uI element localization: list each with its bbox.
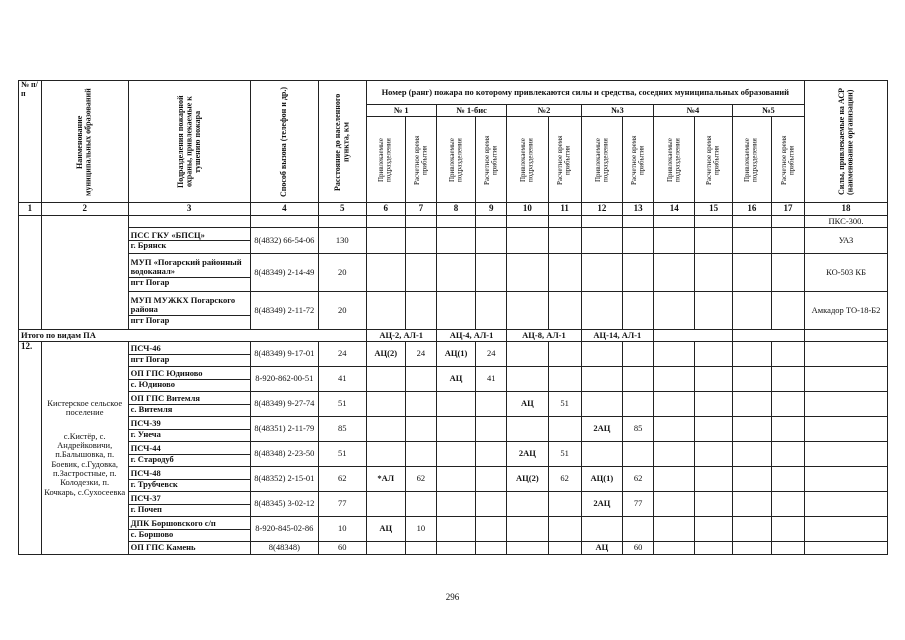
rank1-time	[405, 417, 436, 442]
sub-units: Привлекаемые подразделения	[507, 117, 548, 203]
rank3-unit: 2АЦ	[581, 492, 622, 517]
rank1bis-time	[476, 417, 507, 442]
phone-cell: 8(48348)	[250, 542, 318, 555]
unit-cell: ПСЧ-46 пгт Погар	[128, 342, 250, 367]
phone-cell: 8(48348) 2-23-50	[250, 442, 318, 467]
col-number: 15	[695, 203, 732, 216]
table-row	[19, 292, 888, 330]
rank1-time	[405, 392, 436, 417]
rank1-unit: АЦ(2)	[366, 342, 405, 367]
rank3-unit	[581, 442, 622, 467]
rank1-unit: АЦ	[366, 517, 405, 542]
unit-cell: МУП «Погарский районный водоканал» пгт Погар	[128, 254, 250, 292]
col-number: 1	[19, 203, 42, 216]
phone-cell: 8-920-862-00-51	[250, 367, 318, 392]
rank1-time: 10	[405, 517, 436, 542]
section-number: 12.	[19, 342, 42, 555]
rank3-unit: АЦ(1)	[581, 467, 622, 492]
unit-cell: ОП ГПС Камень	[128, 542, 250, 555]
phone-cell: 8(48349) 9-17-01	[250, 342, 318, 367]
empty-cell	[128, 216, 250, 228]
rank1-time: 24	[405, 342, 436, 367]
rank2-time	[548, 417, 581, 442]
sub-time: Расчетное время прибытия	[623, 117, 654, 203]
table-row	[19, 417, 888, 442]
rank1-unit: *АЛ	[366, 467, 405, 492]
rank3-time: 62	[623, 467, 654, 492]
sub-units: Привлекаемые подразделения	[581, 117, 622, 203]
distance-cell: 60	[318, 542, 366, 555]
sub-time: Расчетное время прибытия	[771, 117, 804, 203]
rank1bis-unit: АЦ	[436, 367, 475, 392]
rank1bis-unit	[436, 417, 475, 442]
distance-cell: 41	[318, 367, 366, 392]
rank1bis-time	[476, 542, 507, 555]
totals-rank2: АЦ-8, АЛ-1	[507, 330, 581, 342]
fire-forces-table	[18, 80, 888, 555]
col-number: 14	[654, 203, 695, 216]
rank1bis-time: 41	[476, 367, 507, 392]
phone-cell: 8(48352) 2-15-01	[250, 467, 318, 492]
sub-time: Расчетное время прибытия	[695, 117, 732, 203]
col-number: 8	[436, 203, 475, 216]
col-number: 13	[623, 203, 654, 216]
municipality-name: Кистерское сельское поселение	[47, 397, 123, 418]
rank2-time	[548, 517, 581, 542]
rank1bis-unit	[436, 442, 475, 467]
rank2-time: 62	[548, 467, 581, 492]
table-row	[19, 517, 888, 542]
table-row	[19, 216, 888, 228]
rank3-time	[623, 517, 654, 542]
header-dist: Расстояние до населенного пункта, км	[318, 81, 366, 203]
col-number: 9	[476, 203, 507, 216]
sub-units: Привлекаемые подразделения	[732, 117, 771, 203]
header-rank3: №3	[581, 105, 653, 117]
table-row	[19, 442, 888, 467]
distance-cell: 85	[318, 417, 366, 442]
rank1-time	[405, 492, 436, 517]
unit-cell: ПСЧ-48 г. Трубчевск	[128, 467, 250, 492]
table-row	[19, 467, 888, 492]
rank1bis-time	[476, 492, 507, 517]
rank3-unit: АЦ	[581, 542, 622, 555]
rank1bis-unit	[436, 467, 475, 492]
empty-cell	[19, 216, 42, 330]
rank1-time	[405, 542, 436, 555]
unit-cell: МУП МУЖКХ Погарского района пгт Погар	[128, 292, 250, 330]
distance-cell: 130	[318, 228, 366, 254]
unit-cell: ПСЧ-44 г. Стародуб	[128, 442, 250, 467]
unit-cell: ОП ГПС Витемля с. Витемля	[128, 392, 250, 417]
table-row	[19, 542, 888, 555]
rank1-time: 62	[405, 467, 436, 492]
column-numbers-row	[19, 203, 888, 216]
phone-cell: 8(48349) 2-14-49	[250, 254, 318, 292]
unit-cell: ПСЧ-39 г. Унеча	[128, 417, 250, 442]
rank1bis-unit	[436, 392, 475, 417]
phone-cell: 8(48351) 2-11-79	[250, 417, 318, 442]
phone-cell: 8(48349) 9-27-74	[250, 392, 318, 417]
header-rank: Номер (ранг) пожара по которому привлекаются силы и средства, соседних муниципальных образований	[366, 81, 805, 105]
rank3-unit	[581, 392, 622, 417]
asr-force: УАЗ	[805, 228, 888, 254]
rank1bis-time	[476, 442, 507, 467]
header-call: Способ вызова (телефон и др.)	[250, 81, 318, 203]
rank2-unit: АЦ	[507, 392, 548, 417]
sub-time: Расчетное время прибытия	[405, 117, 436, 203]
col-number: 5	[318, 203, 366, 216]
rank1bis-time	[476, 467, 507, 492]
table-row	[19, 492, 888, 517]
rank2-unit	[507, 342, 548, 367]
rank1-unit	[366, 542, 405, 555]
rank2-time	[548, 367, 581, 392]
phone-cell: 8-920-845-02-86	[250, 517, 318, 542]
rank3-time	[623, 442, 654, 467]
distance-cell: 24	[318, 342, 366, 367]
header-rank1: № 1	[366, 105, 436, 117]
rank2-time	[548, 542, 581, 555]
rank1-unit	[366, 367, 405, 392]
sub-time: Расчетное время прибытия	[548, 117, 581, 203]
distance-cell: 51	[318, 392, 366, 417]
totals-rank3: АЦ-14, АЛ-1	[581, 330, 653, 342]
sub-units: Привлекаемые подразделения	[436, 117, 475, 203]
rank2-unit	[507, 417, 548, 442]
col-number: 4	[250, 203, 318, 216]
col-number: 2	[41, 203, 128, 216]
col-number: 12	[581, 203, 622, 216]
table-row	[19, 254, 888, 292]
rank2-unit	[507, 517, 548, 542]
sub-time: Расчетное время прибытия	[476, 117, 507, 203]
rank3-unit	[581, 517, 622, 542]
header-muni: Наименование муниципальных образований	[41, 81, 128, 203]
header-asr: Силы, привлекаемые на АСР (наименование организации)	[805, 81, 888, 203]
sub-units: Привлекаемые подразделения	[654, 117, 695, 203]
rank3-time	[623, 342, 654, 367]
distance-cell: 10	[318, 517, 366, 542]
rank3-time	[623, 367, 654, 392]
asr-force: Амкадор ТО-18-Б2	[805, 292, 888, 330]
rank2-time: 51	[548, 442, 581, 467]
rank1bis-time	[476, 517, 507, 542]
asr-force: ПКС-300.	[805, 216, 888, 228]
unit-cell: ОП ГПС Юдиново с. Юдиново	[128, 367, 250, 392]
rank1bis-unit	[436, 517, 475, 542]
table-row	[19, 367, 888, 392]
col-number: 10	[507, 203, 548, 216]
rank1-unit	[366, 442, 405, 467]
rank1bis-unit: АЦ(1)	[436, 342, 475, 367]
rank2-time	[548, 492, 581, 517]
header-num: № п/п	[19, 81, 42, 203]
rank2-unit	[507, 367, 548, 392]
col-number: 11	[548, 203, 581, 216]
phone-cell: 8(4832) 66-54-06	[250, 228, 318, 254]
col-number: 18	[805, 203, 888, 216]
table-row	[19, 228, 888, 254]
unit-cell: ПСЧ-37 г. Почеп	[128, 492, 250, 517]
rank2-unit	[507, 492, 548, 517]
rank1bis-time: 24	[476, 342, 507, 367]
rank1bis-time	[476, 392, 507, 417]
rank2-unit: АЦ(2)	[507, 467, 548, 492]
unit-cell: ДПК Боршовского с/п с. Боршово	[128, 517, 250, 542]
sub-units: Привлекаемые подразделения	[366, 117, 405, 203]
distance-cell: 20	[318, 254, 366, 292]
rank3-time: 60	[623, 542, 654, 555]
rank1-unit	[366, 392, 405, 417]
rank2-unit	[507, 542, 548, 555]
rank3-unit: 2АЦ	[581, 417, 622, 442]
rank1-unit	[366, 492, 405, 517]
rank3-unit	[581, 367, 622, 392]
page-number: 296	[445, 592, 460, 602]
col-number: 3	[128, 203, 250, 216]
table-row	[19, 392, 888, 417]
rank3-time: 77	[623, 492, 654, 517]
municipality-cell	[41, 342, 128, 555]
phone-cell: 8(48345) 3-02-12	[250, 492, 318, 517]
col-number: 16	[732, 203, 771, 216]
header-rank2: №2	[507, 105, 581, 117]
col-number: 7	[405, 203, 436, 216]
rank2-time	[548, 342, 581, 367]
rank3-unit	[581, 342, 622, 367]
rank1bis-unit	[436, 492, 475, 517]
totals-rank1: АЦ-2, АЛ-1	[366, 330, 436, 342]
col-number: 6	[366, 203, 405, 216]
asr-force: КО-503 КБ	[805, 254, 888, 292]
phone-cell: 8(48349) 2-11-72	[250, 292, 318, 330]
municipality-places: с.Кистёр, с. Андрейковичи, п.Балышовка, п. Боевик, с.Гудовка, п.Застростные, п. Колодезки, п. Кочкарь, с.Сухосеевка	[44, 430, 126, 497]
header-rank1bis: № 1-бис	[436, 105, 506, 117]
distance-cell: 77	[318, 492, 366, 517]
rank3-time	[623, 392, 654, 417]
unit-cell: ПСС ГКУ «БПСЦ» г. Брянск	[128, 228, 250, 254]
distance-cell: 51	[318, 442, 366, 467]
rank1-unit	[366, 417, 405, 442]
rank2-time: 51	[548, 392, 581, 417]
table-row	[19, 342, 888, 367]
col-number: 17	[771, 203, 804, 216]
rank1-time	[405, 367, 436, 392]
totals-rank1bis: АЦ-4, АЛ-1	[436, 330, 506, 342]
rank1bis-unit	[436, 542, 475, 555]
rank2-unit: 2АЦ	[507, 442, 548, 467]
header-unit: Подразделения пожарной охраны, привлекаемые к тушению пожара	[128, 81, 250, 203]
header-rank4: №4	[654, 105, 733, 117]
distance-cell: 20	[318, 292, 366, 330]
distance-cell: 62	[318, 467, 366, 492]
totals-row	[19, 330, 888, 342]
totals-label: Итого по видам ПА	[19, 330, 367, 342]
rank3-time: 85	[623, 417, 654, 442]
empty-cell	[41, 216, 128, 330]
rank1-time	[405, 442, 436, 467]
header-rank5: №5	[732, 105, 804, 117]
